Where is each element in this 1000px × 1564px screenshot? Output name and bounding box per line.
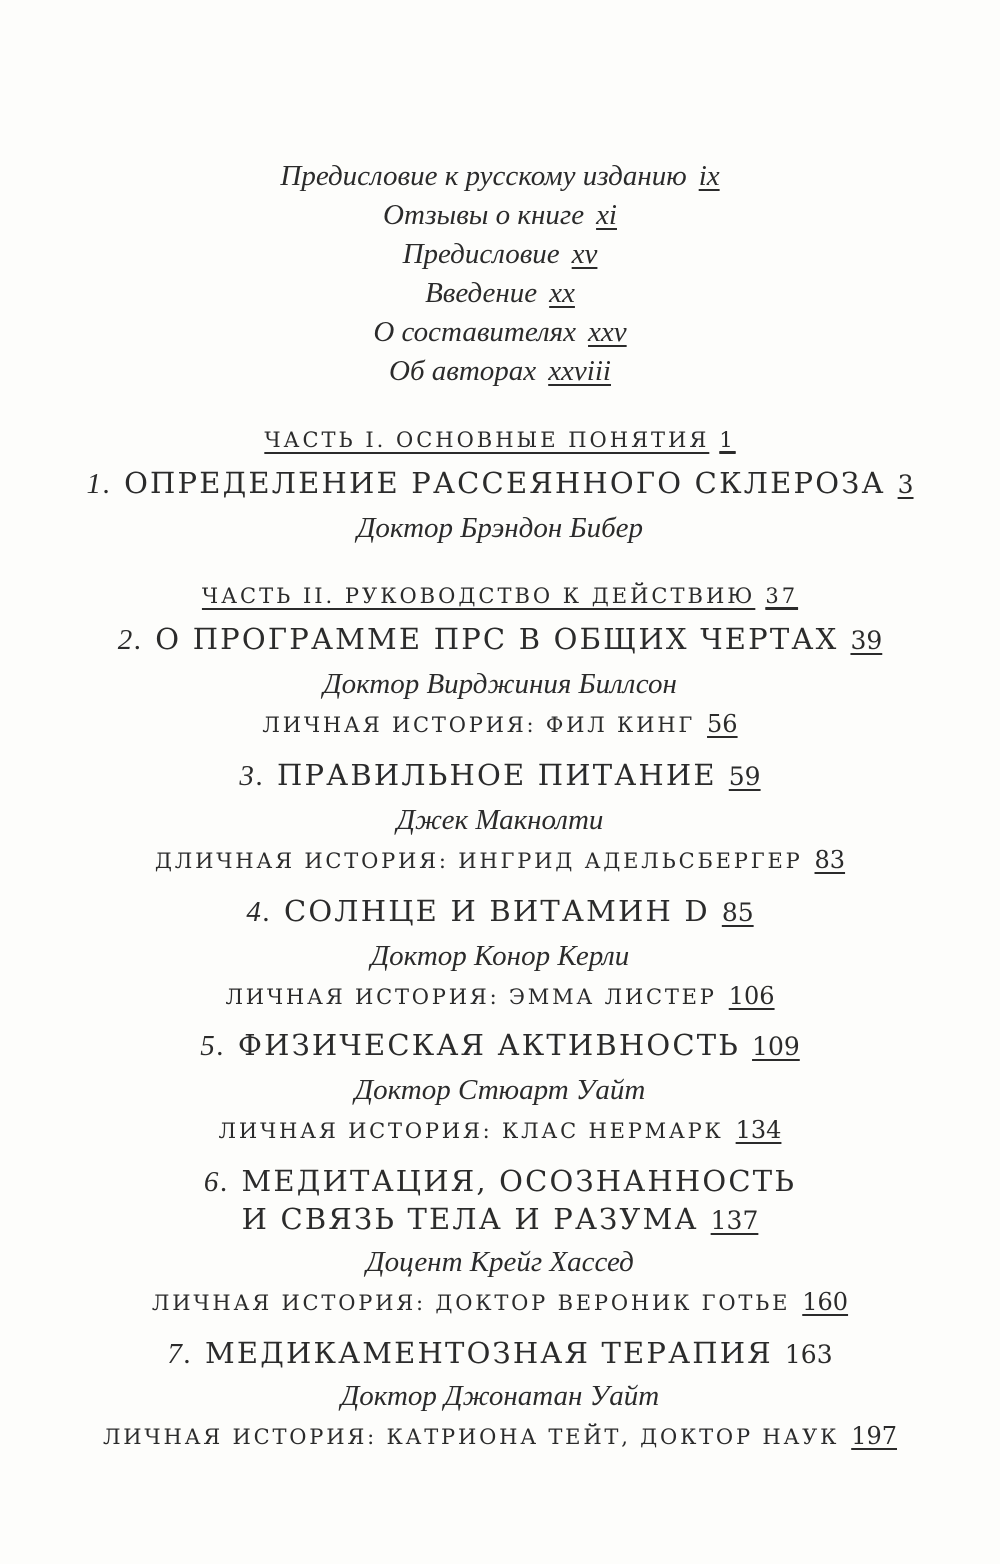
page-number: 59 [728,762,761,791]
toc-part-heading[interactable] [0,584,1000,608]
toc-front-entry[interactable] [0,160,1000,193]
toc-chapter-entry[interactable] [0,466,1000,501]
chapter-number: 3. [239,760,266,792]
part-title: ЧАСТЬ I. ОСНОВНЫЕ ПОНЯТИЯ [264,428,710,452]
entry-title: Отзывы о книге [383,199,585,231]
chapter-title: МЕДИТАЦИЯ, ОСОЗНАННОСТЬ [241,1164,797,1198]
toc-chapter-entry-continued[interactable] [0,1202,1000,1236]
toc-chapter-entry[interactable] [0,894,1000,929]
story-title: ЛИЧНАЯ ИСТОРИЯ: ЭММА ЛИСТЕР [225,985,717,1009]
chapter-author: Доктор Конор Керли [370,940,630,972]
story-title: ЛИЧНАЯ ИСТОРИЯ: КАТРИОНА ТЕЙТ, ДОКТОР НАУК [102,1425,840,1449]
entry-title: Введение [425,277,538,309]
story-title: ЛИЧНАЯ ИСТОРИЯ: ДОКТОР ВЕРОНИК ГОТЬЕ [151,1291,791,1315]
toc-part-heading[interactable] [0,428,1000,452]
page-number: ix [698,160,720,192]
page-number: 39 [850,626,883,655]
page-number: 109 [752,1032,800,1061]
toc-front-entry[interactable] [0,199,1000,232]
page-number: 85 [721,898,754,927]
chapter-author: Джек Макнолти [396,804,604,836]
chapter-number: 7. [167,1338,194,1370]
toc-story-entry[interactable] [0,710,1000,738]
chapter-author: Доктор Вирджиния Биллсон [323,668,677,700]
chapter-title: ПРАВИЛЬНОЕ ПИТАНИЕ [276,758,717,792]
chapter-title: ФИЗИЧЕСКАЯ АКТИВНОСТЬ [237,1028,741,1062]
page-number: 3 [897,470,914,499]
entry-title: Предисловие к русскому изданию [280,160,687,192]
toc-story-entry[interactable] [0,846,1000,874]
page-number: xx [549,277,575,309]
page-number: 197 [851,1422,898,1450]
page-number: 106 [728,982,775,1010]
toc-front-entry[interactable] [0,355,1000,388]
chapter-author: Доктор Брэндон Бибер [356,512,644,544]
page-number: 160 [802,1288,849,1316]
page-number: 134 [735,1116,782,1144]
page-number: 163 [784,1340,833,1369]
toc-front-entry[interactable] [0,277,1000,310]
chapter-author: Доцент Крейг Хассед [366,1246,634,1278]
part-title: ЧАСТЬ II. РУКОВОДСТВО К ДЕЙСТВИЮ [201,584,756,608]
chapter-author: Доктор Стюарт Уайт [354,1074,646,1106]
page-number: xi [596,199,617,231]
page-number: xxv [588,316,627,348]
entry-title: О составителях [373,316,577,348]
chapter-number: 6. [203,1166,231,1198]
page-number: xxviii [548,355,611,387]
page-number: xv [571,238,598,270]
entry-title: Об авторах [389,355,537,387]
chapter-number: 5. [200,1030,227,1062]
toc-chapter-entry[interactable] [0,758,1000,793]
page-number: 83 [814,846,846,874]
story-title: ЛИЧНАЯ ИСТОРИЯ: КЛАС НЕРМАРК [218,1119,724,1143]
chapter-author: Доктор Джонатан Уайт [340,1380,660,1412]
chapter-number: 1. [86,468,113,500]
toc-chapter-entry[interactable] [0,622,1000,657]
page-number: 56 [707,710,738,738]
chapter-number: 2. [117,624,144,656]
chapter-number: 4. [246,896,273,928]
chapter-title: О ПРОГРАММЕ ПРС В ОБЩИХ ЧЕРТАХ [155,622,839,656]
toc-story-entry[interactable] [0,1422,1000,1450]
chapter-title-line2: И СВЯЗЬ ТЕЛА И РАЗУМА [241,1202,699,1236]
toc-front-entry[interactable] [0,316,1000,349]
page-number: 37 [765,584,799,608]
toc-story-entry[interactable] [0,1288,1000,1316]
toc-story-entry[interactable] [0,1116,1000,1144]
story-title: ЛИЧНАЯ ИСТОРИЯ: ФИЛ КИНГ [262,713,696,737]
chapter-title: СОЛНЦЕ И ВИТАМИН D [283,894,710,928]
entry-title: Предисловие [402,238,560,270]
toc-front-entry[interactable] [0,238,1000,271]
toc-chapter-entry[interactable] [0,1336,1000,1371]
page-number: 137 [710,1206,759,1235]
chapter-title: ОПРЕДЕЛЕНИЕ РАССЕЯННОГО СКЛЕРОЗА [124,466,886,500]
toc-chapter-entry[interactable] [0,1028,1000,1063]
story-title: ДЛИЧНАЯ ИСТОРИЯ: ИНГРИД АДЕЛЬСБЕРГЕР [154,849,803,873]
page-number: 1 [719,428,736,452]
toc-story-entry[interactable] [0,982,1000,1010]
toc-chapter-entry[interactable] [0,1164,1000,1199]
chapter-title: МЕДИКАМЕНТОЗНАЯ ТЕРАПИЯ [204,1336,773,1370]
